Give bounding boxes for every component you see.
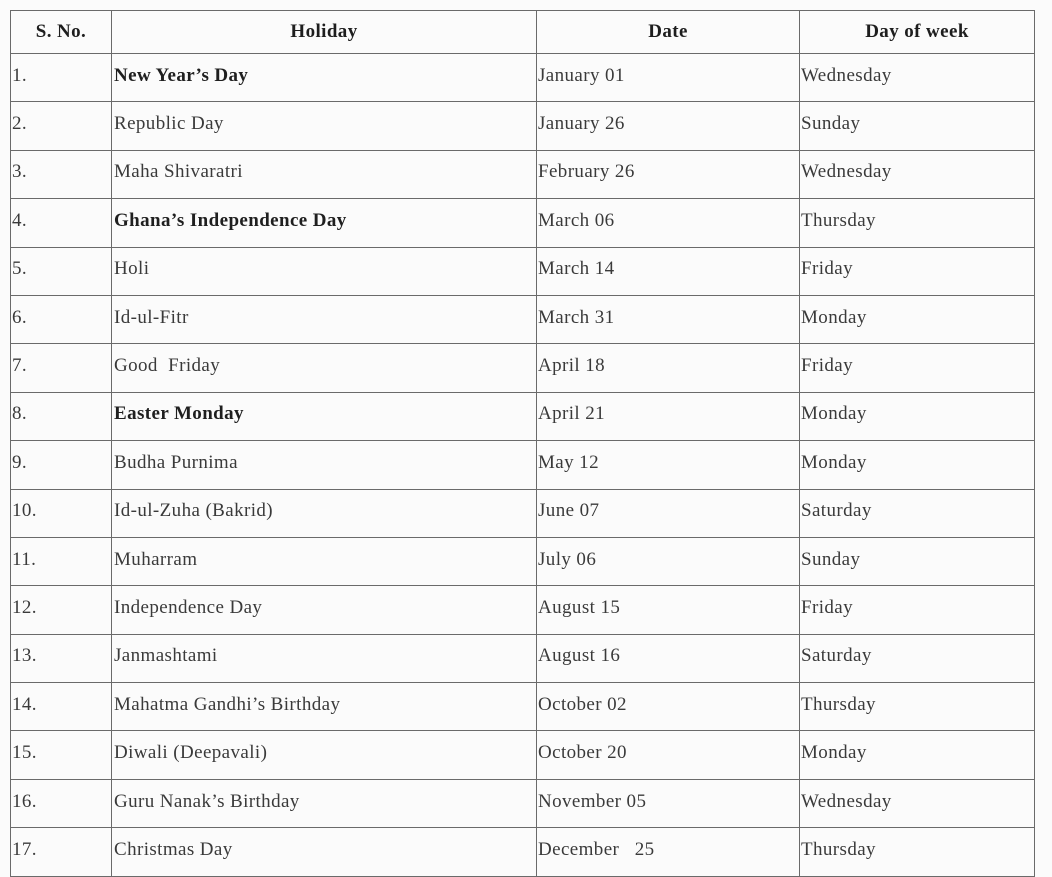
cell-sno: 16. bbox=[11, 779, 112, 827]
cell-sno: 17. bbox=[11, 828, 112, 876]
header-holiday: Holiday bbox=[112, 11, 537, 54]
table-row bbox=[11, 537, 1035, 585]
cell-date: February 26 bbox=[537, 150, 800, 198]
cell-day: Thursday bbox=[800, 683, 1035, 731]
table-row bbox=[11, 441, 1035, 489]
header-day: Day of week bbox=[800, 11, 1035, 54]
cell-sno: 1. bbox=[11, 54, 112, 102]
cell-sno: 9. bbox=[11, 441, 112, 489]
cell-holiday: Id-ul-Fitr bbox=[112, 295, 537, 343]
cell-sno: 6. bbox=[11, 295, 112, 343]
cell-sno: 5. bbox=[11, 247, 112, 295]
cell-holiday: Ghana’s Independence Day bbox=[112, 199, 537, 247]
cell-day: Saturday bbox=[800, 489, 1035, 537]
cell-sno: 2. bbox=[11, 102, 112, 150]
cell-date: August 16 bbox=[537, 634, 800, 682]
cell-date: April 21 bbox=[537, 392, 800, 440]
table-row bbox=[11, 586, 1035, 634]
cell-date: December 25 bbox=[537, 828, 800, 876]
cell-date: July 06 bbox=[537, 537, 800, 585]
cell-day: Monday bbox=[800, 295, 1035, 343]
cell-holiday: Diwali (Deepavali) bbox=[112, 731, 537, 779]
table-row bbox=[11, 489, 1035, 537]
cell-date: May 12 bbox=[537, 441, 800, 489]
table-row bbox=[11, 54, 1035, 102]
cell-holiday: Independence Day bbox=[112, 586, 537, 634]
cell-day: Friday bbox=[800, 247, 1035, 295]
cell-day: Monday bbox=[800, 392, 1035, 440]
cell-date: April 18 bbox=[537, 344, 800, 392]
cell-day: Friday bbox=[800, 344, 1035, 392]
cell-day: Monday bbox=[800, 441, 1035, 489]
table-row bbox=[11, 683, 1035, 731]
table-row bbox=[11, 150, 1035, 198]
table-row bbox=[11, 344, 1035, 392]
cell-sno: 13. bbox=[11, 634, 112, 682]
cell-sno: 4. bbox=[11, 199, 112, 247]
cell-holiday: Muharram bbox=[112, 537, 537, 585]
header-date: Date bbox=[537, 11, 800, 54]
cell-holiday: Id-ul-Zuha (Bakrid) bbox=[112, 489, 537, 537]
table-row bbox=[11, 392, 1035, 440]
cell-date: June 07 bbox=[537, 489, 800, 537]
cell-date: October 20 bbox=[537, 731, 800, 779]
cell-holiday: Janmashtami bbox=[112, 634, 537, 682]
table-row bbox=[11, 247, 1035, 295]
table-row bbox=[11, 779, 1035, 827]
holiday-table bbox=[10, 10, 1035, 877]
cell-holiday: Good Friday bbox=[112, 344, 537, 392]
cell-holiday: Guru Nanak’s Birthday bbox=[112, 779, 537, 827]
table-row bbox=[11, 295, 1035, 343]
header-sno: S. No. bbox=[11, 11, 112, 54]
cell-sno: 8. bbox=[11, 392, 112, 440]
cell-sno: 10. bbox=[11, 489, 112, 537]
cell-date: August 15 bbox=[537, 586, 800, 634]
cell-holiday: Christmas Day bbox=[112, 828, 537, 876]
table-row bbox=[11, 634, 1035, 682]
cell-holiday: Budha Purnima bbox=[112, 441, 537, 489]
cell-date: October 02 bbox=[537, 683, 800, 731]
table-row bbox=[11, 828, 1035, 876]
cell-holiday: Maha Shivaratri bbox=[112, 150, 537, 198]
cell-day: Friday bbox=[800, 586, 1035, 634]
cell-sno: 12. bbox=[11, 586, 112, 634]
cell-date: January 26 bbox=[537, 102, 800, 150]
cell-day: Thursday bbox=[800, 828, 1035, 876]
cell-date: March 31 bbox=[537, 295, 800, 343]
cell-holiday: New Year’s Day bbox=[112, 54, 537, 102]
cell-day: Wednesday bbox=[800, 779, 1035, 827]
cell-holiday: Holi bbox=[112, 247, 537, 295]
cell-sno: 11. bbox=[11, 537, 112, 585]
table-row bbox=[11, 199, 1035, 247]
cell-day: Thursday bbox=[800, 199, 1035, 247]
table-row bbox=[11, 102, 1035, 150]
table-body bbox=[11, 54, 1035, 877]
cell-date: January 01 bbox=[537, 54, 800, 102]
cell-day: Wednesday bbox=[800, 54, 1035, 102]
cell-sno: 14. bbox=[11, 683, 112, 731]
cell-sno: 7. bbox=[11, 344, 112, 392]
cell-day: Sunday bbox=[800, 102, 1035, 150]
cell-date: March 14 bbox=[537, 247, 800, 295]
cell-holiday: Republic Day bbox=[112, 102, 537, 150]
cell-day: Monday bbox=[800, 731, 1035, 779]
cell-date: November 05 bbox=[537, 779, 800, 827]
cell-sno: 3. bbox=[11, 150, 112, 198]
header-row bbox=[11, 11, 1035, 54]
table-row bbox=[11, 731, 1035, 779]
cell-day: Sunday bbox=[800, 537, 1035, 585]
cell-day: Saturday bbox=[800, 634, 1035, 682]
cell-day: Wednesday bbox=[800, 150, 1035, 198]
cell-sno: 15. bbox=[11, 731, 112, 779]
cell-holiday: Easter Monday bbox=[112, 392, 537, 440]
cell-date: March 06 bbox=[537, 199, 800, 247]
cell-holiday: Mahatma Gandhi’s Birthday bbox=[112, 683, 537, 731]
